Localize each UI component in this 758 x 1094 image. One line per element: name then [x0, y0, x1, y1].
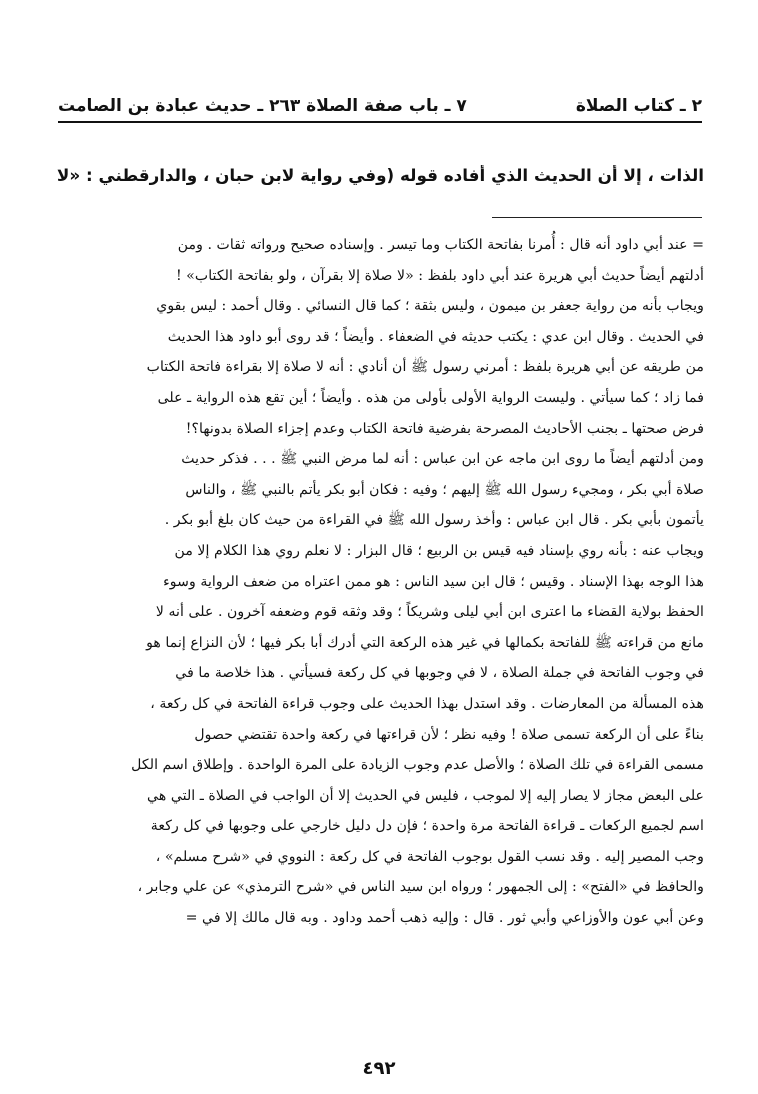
footnote-line: في الحديث . وقال ابن عدي : يكتب حديثه في الضعفاء . وأيضاً ؛ قد روى أبو داود هذا الحديث: [167, 328, 704, 345]
footnote-divider: [492, 217, 702, 218]
footnote-line: أدلتهم أيضاً حديث أبي هريرة عند أبي داود بلفظ : «لا صلاة إلا بقرآن ، ولو بفاتحة الكتاب» !: [175, 267, 704, 284]
footnote-line: على البعض مجاز لا يصار إليه إلا لموجب ، فليس في الحديث إلا أن الواجب في الصلاة ـ التي هي: [147, 787, 704, 804]
footnote-line: في وجوب الفاتحة في جملة الصلاة ، لا في وجوبها في كل ركعة فسيأتي . هذا خلاصة ما في: [175, 665, 704, 682]
footnote-line: ويجاب عنه : بأنه روي بإسناد فيه قيس بن الربيع ؛ قال البزار : لا نعلم روي هذا الكلام إلا من: [174, 542, 704, 559]
footnote-line: صلاة أبي بكر ، ومجيء رسول الله ﷺ إليهم ؛ وفيه : فكان أبو بكر يأتم بالنبي ﷺ ، والناس: [185, 481, 704, 498]
header-section-title: ٧ ـ باب صفة الصلاة ٢٦٣ ـ حديث عبادة بن الصامت: [58, 96, 467, 116]
page-number: ٤٩٢: [362, 1058, 396, 1079]
footnote-line: من طريقه عن أبي هريرة بلفظ : أمرني رسول ﷺ أن أنادي : أنه لا صلاة إلا بقراءة فاتحة الكتاب: [146, 359, 704, 376]
footnotes-block: [54, 230, 704, 934]
footnote-line: هذه المسألة من المعارضات . وقد استدل بهذا الحديث على وجوب قراءة الفاتحة في كل ركعة ،: [150, 695, 704, 712]
footnote-line: فرض صحتها ـ بجنب الأحاديث المصرحة بفرضية فاتحة الكتاب وعدم إجزاء الصلاة بدونها؟!: [185, 420, 704, 437]
footnote-line: والحافظ في «الفتح» : إلى الجمهور ؛ ورواه ابن سيد الناس في «شرح الترمذي» عن علي وجابر ،: [137, 879, 704, 896]
footnote-line: وعن أبي عون والأوزاعي وأبي ثور . قال : وإليه ذهب أحمد وداود . وبه قال مالك إلا في =: [185, 910, 704, 927]
footnote-line: يأتمون بأبي بكر . قال ابن عباس : وأخذ رسول الله ﷺ في القراءة من حيث كان بلغ أبو بكر .: [164, 512, 704, 529]
footnote-line: = عند أبي داود أنه قال : أُمرنا بفاتحة الكتاب وما تيسر . وإسناده صحيح ورواته ثقات . ومن: [177, 237, 704, 253]
footnote-line: مانع من قراءته ﷺ للفاتحة بكمالها في غير هذه الركعة التي أدرك أبا بكر فيها ؛ لأن النزاع إنما هو: [146, 634, 704, 651]
header-chapter-title: ٢ ـ كتاب الصلاة: [575, 96, 702, 116]
footnote-line: هذا الوجه بهذا الإسناد . وقيس ؛ قال ابن سيد الناس : هو ممن اعتراه من ضعف الرواية وسوء: [163, 573, 704, 590]
footnote-line: وجب المصير إليه . وقد نسب القول بوجوب الفاتحة في كل ركعة : النووي في «شرح مسلم» ،: [155, 848, 704, 865]
footnote-line: فما زاد ؛ كما سيأتي . وليست الرواية الأولى بأولى من هذه . وأيضاً ؛ أين تقع هذه الرواية ـ على: [157, 389, 704, 406]
main-text-line: الذات ، إلا أن الحديث الذي أفاده قوله (وفي رواية لابن حبان ، والدارقطني : «لا: [56, 165, 704, 185]
footnote-line: الحفظ بولاية القضاء ما اعترى ابن أبي ليلى وشريكاً ؛ وقد وثقه قوم وضعفه آخرون . على أنه لا: [155, 604, 704, 621]
footnote-line: مسمى القراءة في تلك الصلاة ؛ والأصل عدم وجوب الزيادة على المرة الواحدة . وإطلاق اسم الكل: [131, 757, 704, 774]
footnote-line: اسم لجميع الركعات ـ قراءة الفاتحة مرة واحدة ؛ فإن دل دليل خارجي على وجوبها في كل ركعة: [150, 818, 704, 835]
footnote-line: ومن أدلتهم أيضاً ما روى ابن ماجه عن ابن عباس : أنه لما مرض النبي ﷺ . . . فذكر حديث: [181, 451, 704, 468]
running-header: [58, 86, 702, 116]
footnote-line: ويجاب بأنه من رواية جعفر بن ميمون ، وليس بثقة ؛ كما قال النسائي . وقال أحمد : ليس بقوي: [156, 298, 704, 315]
header-divider: [58, 121, 702, 123]
footnote-line: بناءً على أن الركعة تسمى صلاة ! وفيه نظر ؛ لأن قراءتها في ركعة واحدة تقتضي حصول: [194, 726, 704, 743]
